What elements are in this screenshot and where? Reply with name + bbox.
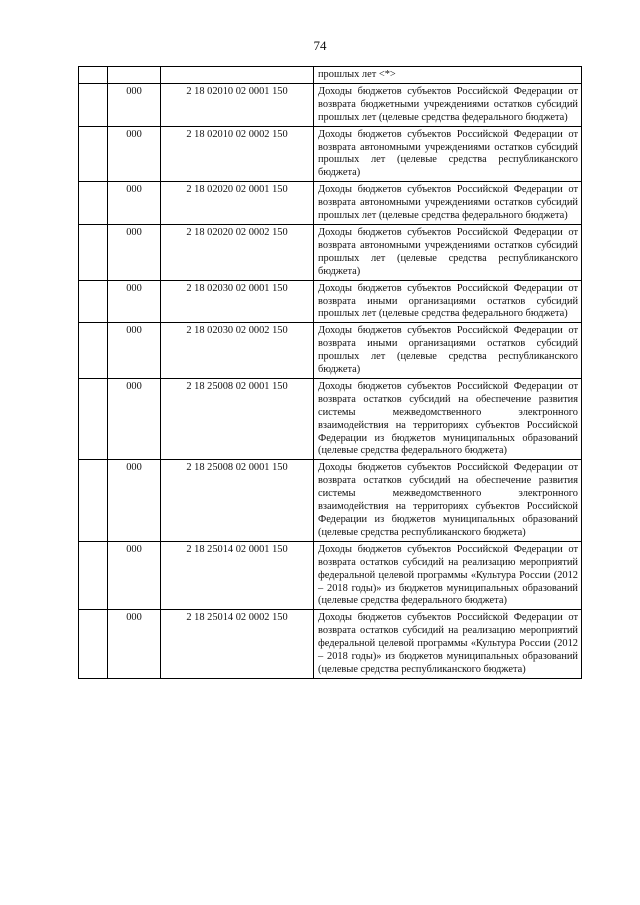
description-cell: Доходы бюджетов субъектов Российской Федерации от возврата остатков субсидий на обеспечение развития системы межведомственного электронного взаимодействия на территориях субъектов Российской Федерации из бюджетов муниципальных образований (целевые средства республиканского бюджета) xyxy=(314,460,582,541)
income-code-cell: 2 18 25014 02 0001 150 xyxy=(161,541,314,610)
blank-cell xyxy=(79,280,108,323)
description-cell: Доходы бюджетов субъектов Российской Федерации от возврата автономными учреждениями остатков субсидий прошлых лет (целевые средства республиканского бюджета) xyxy=(314,224,582,280)
income-code-cell xyxy=(161,67,314,84)
blank-cell xyxy=(79,610,108,679)
description-cell: прошлых лет <*> xyxy=(314,67,582,84)
income-code-cell: 2 18 02020 02 0001 150 xyxy=(161,182,314,225)
income-code-cell: 2 18 02020 02 0002 150 xyxy=(161,224,314,280)
table-row xyxy=(79,182,582,225)
page-number: 74 xyxy=(313,38,327,53)
admin-code-cell: 000 xyxy=(108,83,161,126)
blank-cell xyxy=(79,126,108,182)
table-row-continuation xyxy=(79,67,582,84)
income-code-cell: 2 18 25014 02 0002 150 xyxy=(161,610,314,679)
admin-code-cell: 000 xyxy=(108,182,161,225)
description-cell: Доходы бюджетов субъектов Российской Федерации от возврата остатков субсидий на реализацию мероприятий федеральной целевой программы «Культура России (2012 – 2018 годы)» из бюджетов муниципальных образований (целевые средства федерального бюджета) xyxy=(314,541,582,610)
income-code-cell: 2 18 02030 02 0002 150 xyxy=(161,323,314,379)
blank-cell xyxy=(79,378,108,459)
blank-cell xyxy=(79,182,108,225)
admin-code-cell: 000 xyxy=(108,378,161,459)
admin-code-cell: 000 xyxy=(108,460,161,541)
table-row xyxy=(79,378,582,459)
admin-code-cell: 000 xyxy=(108,610,161,679)
description-cell: Доходы бюджетов субъектов Российской Федерации от возврата автономными учреждениями остатков субсидий прошлых лет (целевые средства республиканского бюджета) xyxy=(314,126,582,182)
admin-code-cell: 000 xyxy=(108,126,161,182)
admin-code-cell: 000 xyxy=(108,224,161,280)
table-row xyxy=(79,460,582,541)
description-cell: Доходы бюджетов субъектов Российской Федерации от возврата бюджетными учреждениями остатков субсидий прошлых лет (целевые средства федерального бюджета) xyxy=(314,83,582,126)
description-cell: Доходы бюджетов субъектов Российской Федерации от возврата автономными учреждениями остатков субсидий прошлых лет (целевые средства федерального бюджета) xyxy=(314,182,582,225)
blank-cell xyxy=(79,541,108,610)
income-code-cell: 2 18 02030 02 0001 150 xyxy=(161,280,314,323)
admin-code-cell: 000 xyxy=(108,541,161,610)
income-code-cell: 2 18 02010 02 0002 150 xyxy=(161,126,314,182)
table-row xyxy=(79,610,582,679)
description-cell: Доходы бюджетов субъектов Российской Федерации от возврата иными организациями остатков субсидий прошлых лет (целевые средства республиканского бюджета) xyxy=(314,323,582,379)
description-cell: Доходы бюджетов субъектов Российской Федерации от возврата остатков субсидий на обеспечение развития системы межведомственного электронного взаимодействия на территориях субъектов Российской Федерации из бюджетов муниципальных образований (целевые средства федерального бюджета) xyxy=(314,378,582,459)
blank-cell xyxy=(79,83,108,126)
income-code-cell: 2 18 25008 02 0001 150 xyxy=(161,460,314,541)
blank-cell xyxy=(79,323,108,379)
blank-cell xyxy=(79,224,108,280)
table-row xyxy=(79,83,582,126)
description-cell: Доходы бюджетов субъектов Российской Федерации от возврата иными организациями остатков субсидий прошлых лет (целевые средства федерального бюджета) xyxy=(314,280,582,323)
table-row xyxy=(79,323,582,379)
table-row xyxy=(79,126,582,182)
income-code-cell: 2 18 02010 02 0001 150 xyxy=(161,83,314,126)
budget-income-table xyxy=(78,66,582,679)
description-cell: Доходы бюджетов субъектов Российской Федерации от возврата остатков субсидий на реализацию мероприятий федеральной целевой программы «Культура России (2012 – 2018 годы)» из бюджетов муниципальных образований (целевые средства республиканского бюджета) xyxy=(314,610,582,679)
table-row xyxy=(79,224,582,280)
income-code-cell: 2 18 25008 02 0001 150 xyxy=(161,378,314,459)
blank-cell xyxy=(79,460,108,541)
blank-cell xyxy=(79,67,108,84)
admin-code-cell xyxy=(108,67,161,84)
table-row xyxy=(79,280,582,323)
table-row xyxy=(79,541,582,610)
admin-code-cell: 000 xyxy=(108,280,161,323)
admin-code-cell: 000 xyxy=(108,323,161,379)
